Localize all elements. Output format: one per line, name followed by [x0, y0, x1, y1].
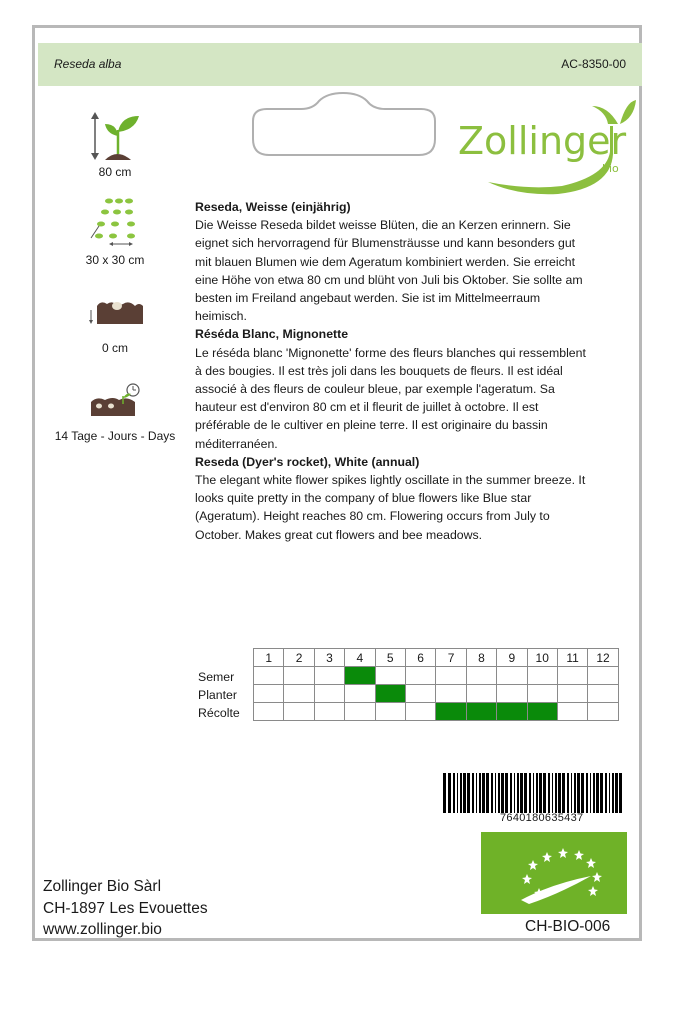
calendar-cell	[497, 703, 527, 721]
calendar-cell	[436, 667, 466, 685]
company-name: Zollinger Bio Sàrl	[43, 878, 162, 895]
calendar-label-semer: Semer	[198, 670, 235, 684]
barcode-bar	[510, 773, 512, 813]
barcode-bar	[476, 773, 477, 813]
calendar-month-1: 1	[254, 649, 284, 667]
calendar-month-11: 11	[557, 649, 587, 667]
calendar-month-4: 4	[345, 649, 375, 667]
barcode-bar	[571, 773, 572, 813]
barcode-bar	[609, 773, 610, 813]
calendar-cell	[436, 685, 466, 703]
barcode-bar	[596, 773, 599, 813]
calendar-cell	[527, 685, 557, 703]
barcode-bar	[479, 773, 481, 813]
calendar-cell	[284, 703, 314, 721]
barcode	[443, 773, 623, 813]
barcode-bar	[514, 773, 515, 813]
calendar-cell	[588, 685, 618, 703]
calendar-cell	[527, 667, 557, 685]
barcode-bar	[536, 773, 538, 813]
calendar-month-7: 7	[436, 649, 466, 667]
calendar-month-10: 10	[527, 649, 557, 667]
calendar-cell	[405, 703, 435, 721]
barcode-bar	[443, 773, 446, 813]
description-title-fr: Réséda Blanc, Mignonette	[195, 327, 349, 342]
calendar-row	[254, 685, 619, 703]
sowing-calendar	[253, 648, 619, 721]
calendar-month-5: 5	[375, 649, 405, 667]
barcode-bar	[567, 773, 569, 813]
calendar-cell	[588, 667, 618, 685]
barcode-bar	[495, 773, 496, 813]
barcode-bar	[467, 773, 470, 813]
barcode-bar	[558, 773, 561, 813]
calendar-cell	[405, 667, 435, 685]
description-text-fr: Le réséda blanc 'Mignonette' forme des fleurs blanches qui ressemblent à des bougies. Il est très joli dans les bouquets de fleurs. Il est idéal associé à des fleurs de couleur bleue, par exemple l'ageratum. Sa hauteur est d'environ 80 cm et il fleurit de juillet à octobre. Il est préférable de le cultiver en pleine terre. Il est originaire du bassin méditerranéen.	[195, 345, 586, 451]
barcode-bar	[562, 773, 565, 813]
calendar-month-6: 6	[405, 649, 435, 667]
barcode-bar	[612, 773, 614, 813]
barcode-bar	[533, 773, 534, 813]
description-title-en: Reseda (Dyer's rocket), White (annual)	[195, 454, 420, 469]
calendar-cell	[527, 703, 557, 721]
barcode-bar	[482, 773, 485, 813]
description-block	[195, 198, 590, 544]
calendar-cell	[557, 703, 587, 721]
header-band	[38, 43, 642, 86]
calendar-row	[254, 703, 619, 721]
calendar-month-2: 2	[284, 649, 314, 667]
barcode-bar	[491, 773, 493, 813]
barcode-bar	[472, 773, 474, 813]
svg-text:bio: bio	[602, 162, 619, 175]
calendar-cell	[345, 703, 375, 721]
barcode-bar	[539, 773, 542, 813]
latin-name: Reseda alba	[54, 57, 122, 71]
barcode-bar	[574, 773, 576, 813]
barcode-bar	[581, 773, 584, 813]
barcode-bar	[505, 773, 508, 813]
barcode-bar	[501, 773, 504, 813]
barcode-bar	[460, 773, 462, 813]
certification-code: CH-BIO-006	[525, 918, 611, 935]
height-icon	[87, 110, 147, 162]
barcode-bar	[605, 773, 607, 813]
barcode-bar	[529, 773, 531, 813]
calendar-month-3: 3	[314, 649, 344, 667]
barcode-bar	[463, 773, 466, 813]
sowing-depth-icon	[87, 296, 147, 328]
calendar-month-12: 12	[588, 649, 618, 667]
spacing-icon	[87, 196, 147, 248]
calendar-cell	[284, 667, 314, 685]
calendar-cell	[466, 685, 496, 703]
calendar-cell	[314, 685, 344, 703]
calendar-cell	[497, 667, 527, 685]
barcode-bar	[524, 773, 527, 813]
calendar-cell	[254, 667, 284, 685]
description-text-de: Die Weisse Reseda bildet weisse Blüten, die an Kerzen erinnern. Sie eignet sich hervorragend für Blumensträusse und kann besonders gut mit blauen Blumen wie dem Ageratum kombiniert werden. Sie erreicht eine Höhe von etwa 80 cm und blüht von Juli bis Oktober. Sie sollte am besten im Freiland angebaut werden. Sie ist im Mittelmeerraum heimisch.	[195, 218, 583, 324]
calendar-label-recolte: Récolte	[198, 706, 240, 720]
height-label: 80 cm	[98, 165, 132, 179]
calendar-cell	[405, 685, 435, 703]
spacing-label: 30 x 30 cm	[85, 253, 145, 267]
calendar-cell	[497, 685, 527, 703]
description-text-en: The elegant white flower spikes lightly oscillate in the summer breeze. It looks quite pretty in the company of blue flowers like Blue star (Ageratum). Height reaches 80 cm. Flowering occurs from July to October. Makes great cut flowers and bee meadows.	[195, 473, 586, 542]
barcode-bar	[600, 773, 603, 813]
barcode-bar	[590, 773, 591, 813]
germination-icon	[87, 380, 147, 420]
calendar-cell	[375, 703, 405, 721]
barcode-bar	[619, 773, 622, 813]
eu-organic-logo	[481, 832, 627, 914]
calendar-cell	[345, 685, 375, 703]
calendar-cell	[557, 667, 587, 685]
calendar-header-row	[254, 649, 619, 667]
calendar-row-labels	[198, 668, 240, 722]
company-block	[43, 876, 208, 941]
calendar-label-planter: Planter	[198, 688, 237, 702]
barcode-bar	[593, 773, 595, 813]
zollinger-bio-logo	[458, 96, 636, 196]
seed-packet	[32, 25, 642, 941]
sowing-depth-label: 0 cm	[101, 341, 128, 355]
barcode-bar	[548, 773, 550, 813]
company-website[interactable]: www.zollinger.bio	[43, 921, 162, 938]
barcode-bar	[543, 773, 546, 813]
calendar-cell	[254, 685, 284, 703]
company-address: CH-1897 Les Evouettes	[43, 899, 208, 917]
calendar-cell	[466, 703, 496, 721]
barcode-bar	[520, 773, 523, 813]
barcode-number: 7640180635437	[500, 812, 584, 824]
calendar-cell	[314, 703, 344, 721]
barcode-bar	[453, 773, 455, 813]
calendar-cell	[254, 703, 284, 721]
barcode-bar	[555, 773, 557, 813]
barcode-bar	[586, 773, 588, 813]
barcode-bar	[517, 773, 519, 813]
description-title-de: Reseda, Weisse (einjährig)	[195, 200, 351, 214]
calendar-month-8: 8	[466, 649, 496, 667]
calendar-row	[254, 667, 619, 685]
barcode-bar	[486, 773, 489, 813]
article-code: AC-8350-00	[561, 57, 626, 71]
calendar-cell	[557, 685, 587, 703]
barcode-bar	[552, 773, 553, 813]
calendar-cell	[436, 703, 466, 721]
calendar-cell	[466, 667, 496, 685]
calendar-month-9: 9	[497, 649, 527, 667]
calendar-cell	[375, 685, 405, 703]
calendar-cell	[314, 667, 344, 685]
barcode-bar	[577, 773, 580, 813]
barcode-bar	[498, 773, 500, 813]
germination-label: 14 Tage - Jours - Days	[54, 429, 176, 443]
calendar-cell	[588, 703, 618, 721]
barcode-bar	[457, 773, 458, 813]
calendar-cell	[375, 667, 405, 685]
calendar-cell	[345, 667, 375, 685]
barcode-bar	[615, 773, 618, 813]
svg-text:Zollinger: Zollinger	[458, 119, 627, 163]
eu-organic-leaf-icon	[481, 832, 627, 914]
calendar-cell	[284, 685, 314, 703]
hang-hole-icon	[243, 91, 443, 161]
barcode-bar	[448, 773, 451, 813]
